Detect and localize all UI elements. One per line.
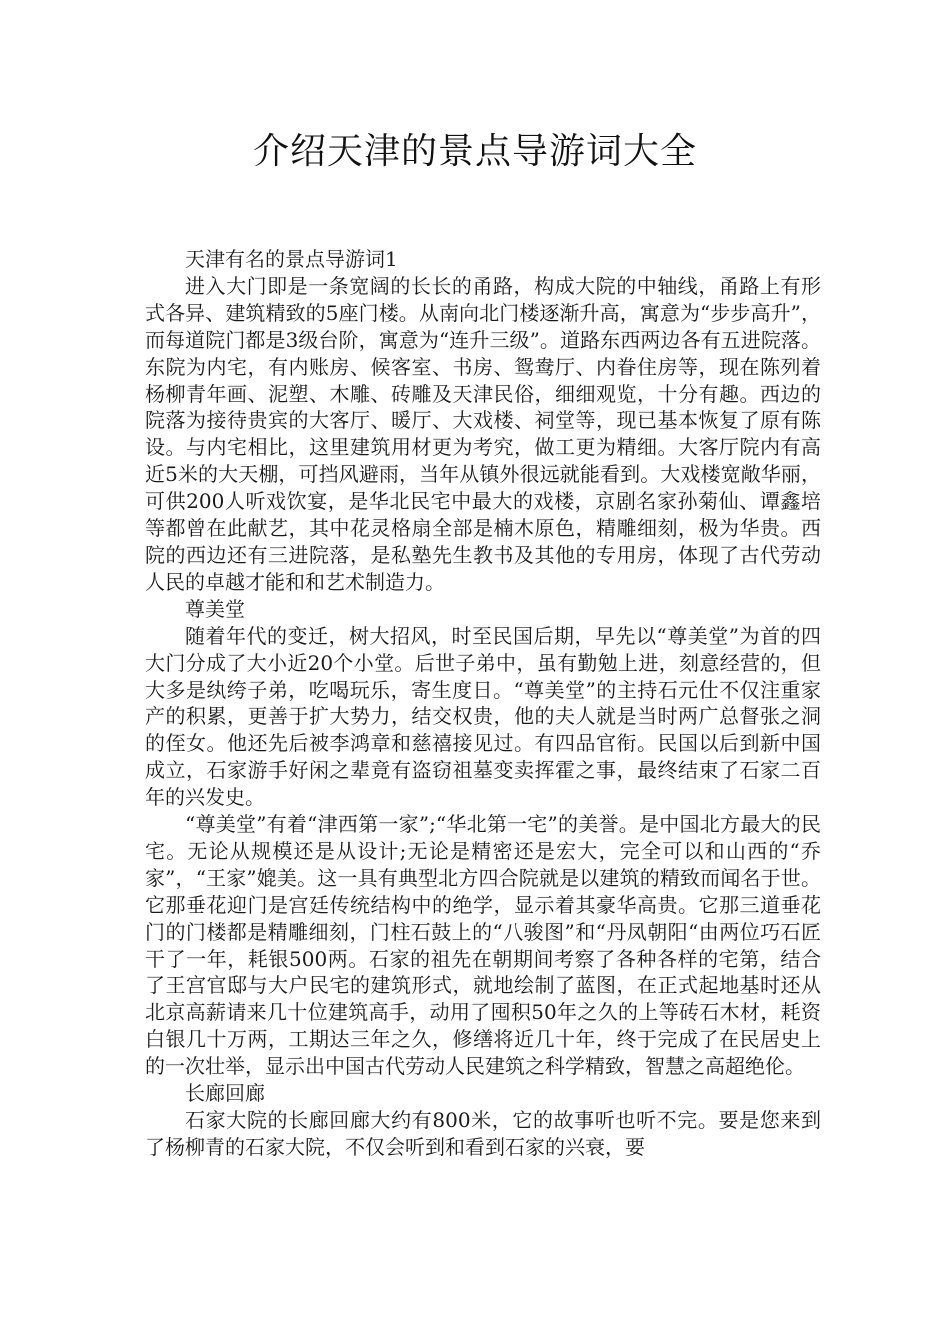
paragraph-2: 随着年代的变迁，树大招风，时至民国后期，早先以“尊美堂”为首的四大门分成了大小近20个小堂。后世子弟中，虽有勤勉上进，刻意经营的，但大多是纨绔子弟，吃喝玩乐，寄生度日。“尊美堂”的主持石元仕不仅注重家产的积累，更善于扩大势力，结交权贵，他的夫人就是当时两广总督张之洞的侄女。他还先后被李鸿章和慈禧接见过。有四品官衔。民国以后到新中国成立，石家游手好闲之辈竟有盗窃祖墓变卖挥霍之事，最终结束了石家二百年的兴发史。	[145, 623, 821, 810]
section-heading-1: 天津有名的景点导游词1	[185, 247, 398, 271]
document-title: 介绍天津的景点导游词大全	[252, 131, 697, 172]
paragraph-3: “尊美堂”有着“津西第一家”;“华北第一宅”的美誉。是中国北方最大的民宅。无论从规模还是从设计;无论是精密还是宏大，完全可以和山西的“乔家”，“王家”媲美。这一具有典型北方四合院就是以建筑的精致而闻名于世。它那垂花迎门是宫廷传统结构中的绝学，显示着其豪华高贵。它那三道垂花门的门楼都是精雕细刻，门柱石鼓上的“八骏图”和“丹凤朝阳“由两位巧石匠干了一年，耗银500两。石家的祖先在朝期间考察了各种各样的宅第，结合了王宫官邸与大户民宅的建筑形式，就地绘制了蓝图，在正式起地基时还从北京高薪请来几十位建筑高手，动用了囤积50年之久的上等砖石木材，耗资白银几十万两，工期达三年之久，修缮将近几十年，终于完成了在民居史上的一次壮举，显示出中国古代劳动人民建筑之科学精致，智慧之高超绝伦。	[145, 812, 821, 1079]
document-body	[145, 246, 821, 1161]
section-heading-3: 长廊回廊	[185, 1081, 265, 1106]
paragraph-4: 石家大院的长廊回廊大约有800米，它的故事听也听不完。要是您来到了杨柳青的石家大院，不仅会听到和看到石家的兴衰，要	[145, 1108, 821, 1159]
section-heading-2: 尊美堂	[185, 596, 245, 621]
paragraph-1: 进入大门即是一条宽阔的长长的甬路，构成大院的中轴线，甬路上有形式各异、建筑精致的5座门楼。从南向北门楼逐渐升高，寓意为“步步高升”，而每道院门都是3级台阶，寓意为“连升三级”。道路东西两边各有五进院落。东院为内宅，有内账房、候客室、书房、鸳鸯厅、内眷住房等，现在陈列着杨柳青年画、泥塑、木雕、砖雕及天津民俗，细细观览，十分有趣。西边的院落为接待贵宾的大客厅、暖厅、大戏楼、祠堂等，现已基本恢复了原有陈设。与内宅相比，这里建筑用材更为考究，做工更为精细。大客厅院内有高近5米的大天棚，可挡风避雨，当年从镇外很远就能看到。大戏楼宽敞华丽，可供200人听戏饮宴，是华北民宅中最大的戏楼，京剧名家孙菊仙、谭鑫培等都曾在此献艺，其中花灵格扇全部是楠木原色，精雕细刻，极为华贵。西院的西边还有三进院落，是私塾先生教书及其他的专用房，体现了古代劳动人民的卓越才能和和艺术制造力。	[145, 273, 821, 594]
